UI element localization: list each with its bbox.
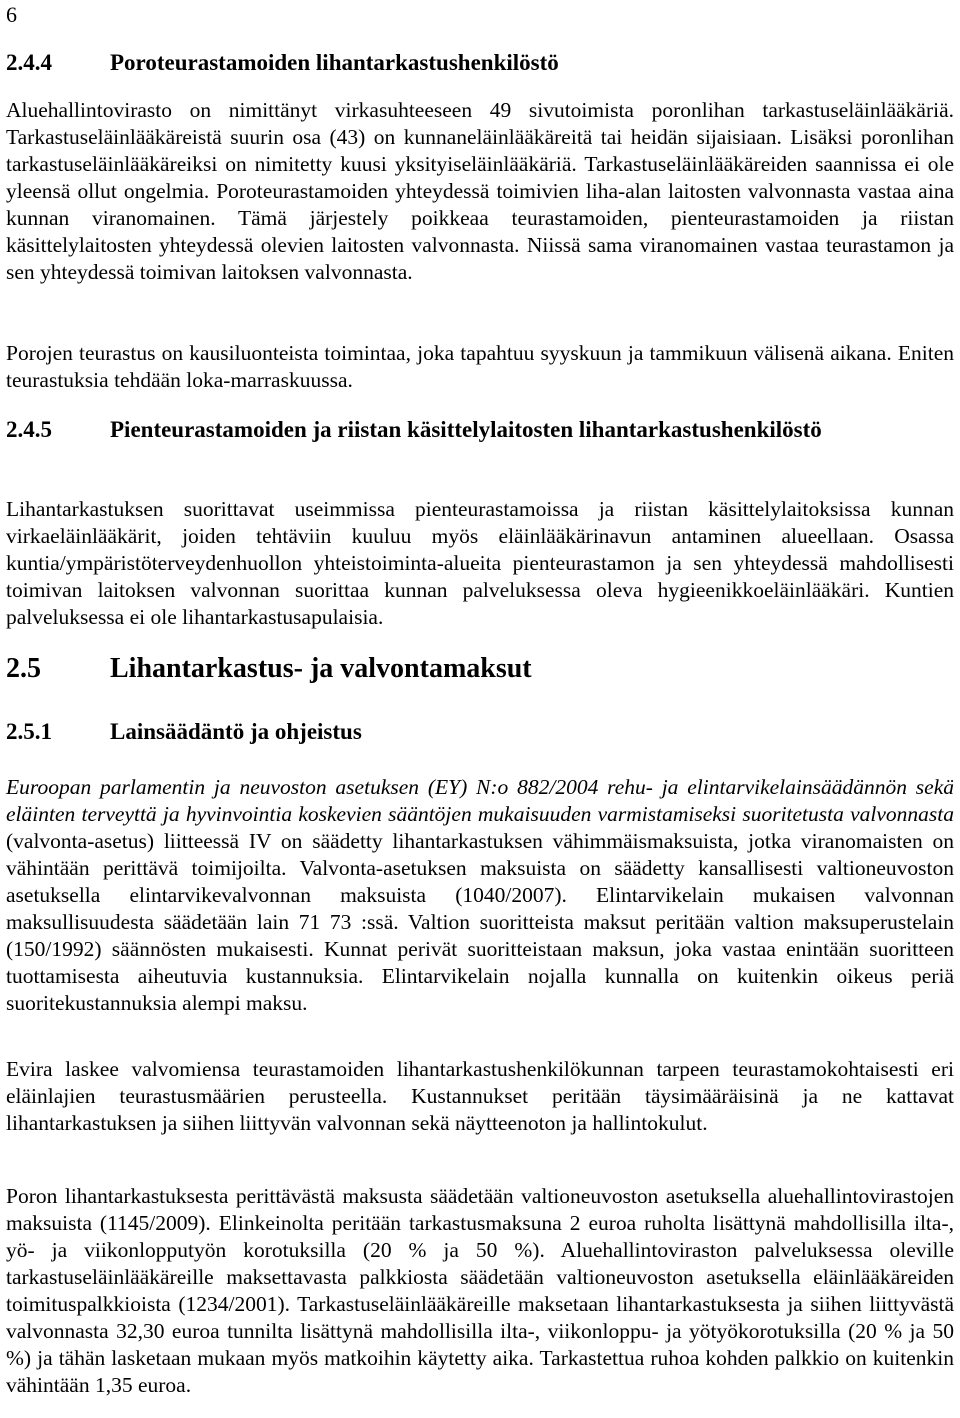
section-heading-2-4-5: [6, 416, 930, 444]
paragraph-text: Evira laskee valvomiensa teurastamoiden lihantarkastushenkilökunnan tarpeen teurastamokohtaisesti eri eläinlajien teurastusmäärien perusteella. Kustannukset peritään täysimääräisinä ja ne kattavat lihantarkastuksen ja siihen liittyvän valvonnan sekä näytteenoton ja hallintokulut.: [6, 1057, 954, 1135]
section-heading-2-5-1: [6, 718, 930, 746]
section-title: Poroteurastamoiden lihantarkastushenkilöstö: [110, 50, 559, 75]
section-number: 2.4.5: [6, 417, 52, 442]
paragraph-body: (valvonta-asetus) liitteessä IV on säädetty lihantarkastuksen vähimmäismaksuista, jotka viranomaisten on vähintään perittävä toimijoilta. Valvonta-asetuksen maksuista on säädetty kansallisesti valtioneuvoston asetuksella elintarvikevalvonnan maksuista (1040/2007). Elintarvikelain mukaisen valvonnan maksullisuudesta säädetään lain 71 73 :ssä. Valtion suoritteista maksut peritään valtion maksuperustelain (150/1992) säännösten mukaisesti. Kunnat perivät suoritteistaan maksun, joka vastaa enintään suoritteen tuottamisesta aiheutuvia kustannuksia. Elintarvikelain nojalla kunnalla on kuitenkin oikeus periä suoritekustannuksia alempi maksu.: [6, 829, 954, 1015]
section-number: 2.5: [6, 653, 41, 684]
section-title: Lainsäädäntö ja ohjeistus: [110, 719, 362, 744]
paragraph: [6, 97, 954, 286]
section-title: Pienteurastamoiden ja riistan käsittelylaitosten lihantarkastushenkilöstö: [110, 417, 822, 442]
paragraph-text: Aluehallintovirasto on nimittänyt virkasuhteeseen 49 sivutoimista poronlihan tarkastuseläinlääkäriä. Tarkastuseläinlääkäreistä suurin osa (43) on kunnaneläinlääkäreitä tai heidän sijaisiaan. Lisäksi poronlihan tarkastuseläinlääkäreiksi on nimitetty kuusi yksityiseläinlääkäriä. Tarkastuseläinlääkäreiden saannissa ei ole yleensä ollut ongelmia. Poroteurastamoiden yhteydessä toimivien liha-alan laitosten valvonnasta vastaa aina kunnan viranomainen. Tämä järjestely poikkeaa teurastamoiden, pienteurastamoiden ja riistan käsittelylaitosten yhteydessä olevien laitosten valvonnasta. Niissä sama viranomainen vastaa teurastamon ja sen yhteydessä toimivan laitoksen valvonnasta.: [6, 98, 954, 284]
paragraph: [6, 496, 954, 631]
paragraph: [6, 1056, 954, 1137]
section-heading-2-4-4: [6, 49, 930, 77]
section-number: 2.4.4: [6, 50, 52, 75]
paragraph: [6, 774, 954, 1017]
regulation-title: Euroopan parlamentin ja neuvoston asetuksen (EY) N:o 882/2004 rehu- ja elintarvikelainsäädännön sekä eläinten terveyttä ja hyvinvointia koskevien sääntöjen mukaisuuden varmistamiseksi suoritetusta valvonnasta: [6, 775, 954, 826]
section-title: Lihantarkastus- ja valvontamaksut: [110, 653, 532, 684]
paragraph-text: Porojen teurastus on kausiluonteista toimintaa, joka tapahtuu syyskuun ja tammikuun välisenä aikana. Eniten teurastuksia tehdään loka-marraskuussa.: [6, 341, 954, 392]
section-heading-2-5: [6, 652, 532, 686]
paragraph-text: Lihantarkastuksen suorittavat useimmissa pienteurastamoissa ja riistan käsittelylaitoksissa kunnan virkaeläinlääkärit, joiden tehtäviin kuuluu myös eläinlääkärinavun antaminen alueellaan. Osassa kuntia/ympäristöterveydenhuollon yhteistoiminta-alueita pienteurastamon ja sen yhteydessä mahdollisesti toimivan laitoksen valvonnan suorittaa kunnan palveluksessa oleva hygieenikkoeläinlääkäri. Kuntien palveluksessa ei ole lihantarkastusapulaisia.: [6, 497, 954, 629]
paragraph: [6, 340, 954, 394]
paragraph-text: [6, 774, 954, 1017]
paragraph: [6, 1183, 954, 1399]
section-number: 2.5.1: [6, 719, 52, 744]
page-number: 6: [6, 2, 17, 27]
paragraph-text: Poron lihantarkastuksesta perittävästä maksusta säädetään valtioneuvoston asetuksella aluehallintovirastojen maksuista (1145/2009). Elinkeinolta peritään tarkastusmaksuna 2 euroa ruholta lisättynä mahdollisilla ilta-, yö- ja viikonlopputyön korotuksilla (20 % ja 50 %). Aluehallintoviraston palveluksessa oleville tarkastuseläinlääkäreille maksettavasta palkkiosta säädetään valtioneuvoston asetuksella eläinlääkäreiden toimituspalkkioista (1234/2001). Tarkastuseläinlääkäreille maksetaan lihantarkastuksesta ja siihen liittyvästä valvonnasta 32,30 euroa tunnilta lisättynä mahdollisilla ilta-, viikonloppu- ja yötyökorotuksilla (20 % ja 50 %) ja tähän lasketaan mukaan myös matkoihin käytetty aika. Tarkastettua ruhoa kohden palkkio on kuitenkin vähintään 1,35 euroa.: [6, 1184, 954, 1397]
